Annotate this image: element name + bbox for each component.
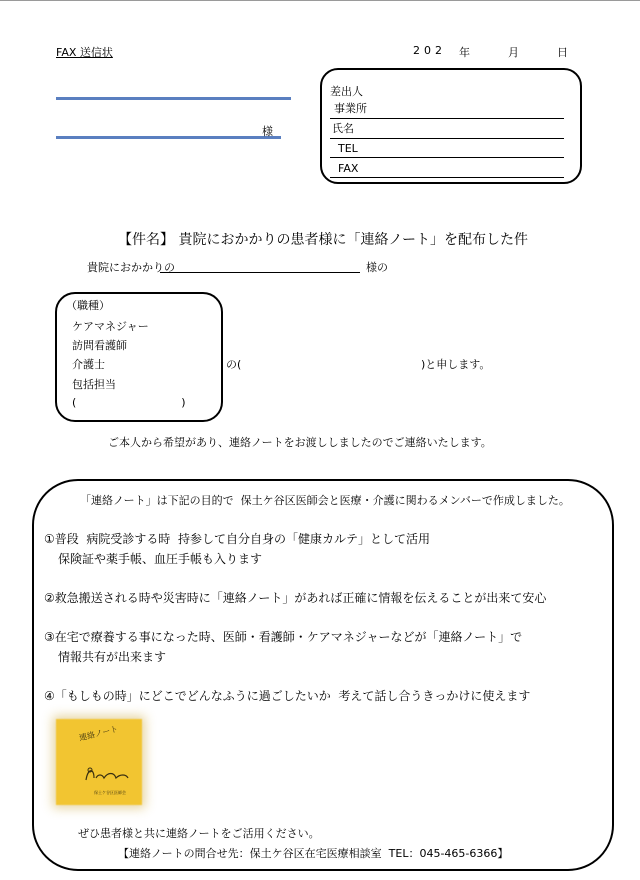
notebook-caption: 保土ケ谷区医師会 bbox=[94, 790, 126, 795]
purpose-point-cont: 情報共有が出来ます bbox=[58, 650, 167, 664]
sender-tel-row[interactable] bbox=[330, 139, 564, 158]
sender-name-row[interactable] bbox=[330, 120, 564, 139]
sender-office-label: 事業所 bbox=[334, 102, 367, 115]
contact-line: 【連絡ノートの問合せ先：保土ケ谷区在宅医療相談室 TEL：045-465-6366】 bbox=[118, 847, 509, 860]
patient-name-line[interactable] bbox=[160, 272, 360, 273]
name-close-statement: )と申します。 bbox=[421, 358, 491, 371]
recipient-line[interactable] bbox=[56, 97, 291, 100]
sender-fax-label: FAX bbox=[338, 162, 359, 175]
info-intro: 「連絡ノート」は下記の目的で 保土ケ谷区医師会と医療・介護に関わるメンバーで作成しました。 bbox=[80, 494, 570, 507]
job-type-other: ( ) bbox=[72, 396, 186, 409]
purpose-point: ②救急搬送される時や災害時に「連絡ノート」があれば正確に情報を伝えることが出来て安心 bbox=[44, 591, 547, 605]
job-type-item: 介護士 bbox=[72, 358, 105, 371]
notebook-title: 連絡ノート bbox=[78, 724, 120, 743]
recipient-line[interactable] bbox=[56, 136, 281, 139]
patient-prefix: 貴院におかかりの bbox=[87, 261, 175, 274]
fax-title: FAX 送信状 bbox=[56, 46, 113, 59]
date-day-unit: 日 bbox=[557, 46, 568, 59]
top-border bbox=[0, 0, 640, 1]
job-type-item: 訪問看護師 bbox=[72, 339, 127, 352]
patient-suffix: 様の bbox=[366, 261, 388, 274]
sender-name-label: 氏名 bbox=[332, 122, 354, 135]
delivered-text: ご本人から希望があり、連絡ノートをお渡ししましたのでご連絡いたします。 bbox=[108, 436, 492, 449]
sender-office-row[interactable] bbox=[330, 100, 564, 119]
name-open-paren: の( bbox=[226, 358, 242, 371]
purpose-point: ④「もしもの時」にどこでどんなふうに過ごしたいか 考えて話し合うきっかけに使えます bbox=[44, 689, 531, 703]
sender-heading: 差出人 bbox=[330, 85, 363, 98]
purpose-point: ③在宅で療養する事になった時、医師・看護師・ケアマネジャーなどが「連絡ノート」で bbox=[44, 630, 523, 644]
notebook-illustration-icon bbox=[82, 764, 132, 784]
closing-note: ぜひ患者様と共に連絡ノートをご活用ください。 bbox=[78, 827, 320, 840]
subject-line: 【件名】 貴院におかかりの患者様に「連絡ノート」を配布した件 bbox=[118, 232, 529, 248]
date-year-unit: 年 bbox=[459, 46, 470, 59]
date-year: 202 bbox=[413, 44, 446, 57]
job-type-heading: （職種） bbox=[66, 299, 110, 312]
date-month-unit: 月 bbox=[508, 46, 519, 59]
sender-tel-label: TEL bbox=[338, 142, 358, 155]
purpose-point-cont: 保険証や薬手帳、血圧手帳も入ります bbox=[58, 552, 263, 566]
sender-fax-row[interactable] bbox=[330, 159, 564, 178]
job-type-item: 包括担当 bbox=[72, 378, 116, 391]
job-type-item: ケアマネジャー bbox=[72, 320, 149, 333]
recipient-suffix: 様 bbox=[262, 125, 273, 138]
purpose-point: ①普段 病院受診する時 持参して自分自身の「健康カルテ」として活用 bbox=[44, 532, 431, 546]
